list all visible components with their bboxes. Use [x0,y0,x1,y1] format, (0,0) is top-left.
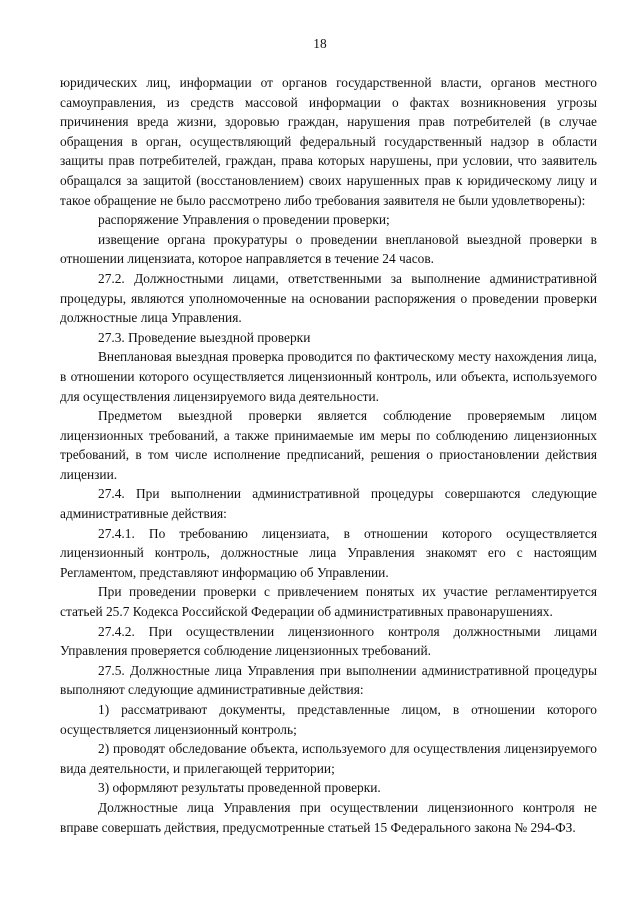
paragraph-prosecutor-notice: извещение органа прокуратуры о проведении внеплановой выездной проверки в отношении лицензиата, которое направляется в течение 24 часов. [60,231,597,267]
paragraph-27-2: 27.2. Должностными лицами, ответственными за выполнение административной процедуры, являются уполномоченные на основании распоряжения о проведении проверки должностные лица Управления. [60,270,597,326]
paragraph-27-3-heading: 27.3. Проведение выездной проверки [98,329,311,345]
list-item-2: 2) проводят обследование объекта, используемого для осуществления лицензируемого вида деятельности, и прилегающей территории; [60,741,597,776]
paragraph-witnesses: При проведении проверки с привлечением понятых их участие регламентируется статьей 25.7 Кодекса Российской Федерации об административных правонарушениях. [60,584,597,620]
paragraph-27-4: 27.4. При выполнении административной процедуры совершаются следующие административные действия: [60,486,597,522]
list-item-1: 1) рассматривают документы, представленные лицом, в отношении которого осуществляется лицензионный контроль; [60,702,597,737]
paragraph-continuation: юридических лиц, информации от органов государственной власти, органов местного самоуправления, из средств массовой информации о фактах возникновения угрозы причинения вреда жизни, здоровью граждан, нарушения прав потребителей (в случае обращения в орган, осуществляющий федеральный государственный надзор в области защиты прав потребителей, граждан, права которых нарушены, при условии, что заявитель обращался за защитой (восстановлением) своих нарушенных прав к юридическому лицу и такое обращение не было рассмотрено либо требования заявителя не были удовлетворены): [60,75,597,208]
paragraph-order: распоряжение Управления о проведении проверки; [98,212,390,228]
paragraph-27-4-2: 27.4.2. При осуществлении лицензионного контроля должностными лицами Управления проверяется соблюдение лицензионных требований. [60,623,597,659]
document-body [60,73,597,837]
paragraph-unscheduled-inspection: Внеплановая выездная проверка проводится по фактическому месту нахождения лица, в отношении которого осуществляется лицензионный контроль, или объекта, используемого для осуществления лицензируемого вида деятельности. [60,349,597,404]
page-number: 18 [313,36,327,51]
paragraph-27-5: 27.5. Должностные лица Управления при выполнении административной процедуры выполняют следующие административные действия: [60,662,597,698]
paragraph-restrictions: Должностные лица Управления при осуществлении лицензионного контроля не вправе совершать действия, предусмотренные статьей 15 Федерального закона № 294-ФЗ. [60,799,597,835]
paragraph-inspection-subject: Предметом выездной проверки является соблюдение проверяемым лицом лицензионных требований, а также принимаемые им меры по соблюдению лицензионных требований, в том числе исполнение предписаний, решения о приостановлении действия лицензии. [60,408,597,482]
paragraph-27-4-1: 27.4.1. По требованию лицензиата, в отношении которого осуществляется лицензионный контроль, должностные лица Управления знакомят его с настоящим Регламентом, представляют информацию об Управлении. [60,525,597,580]
list-item-3: 3) оформляют результаты проведенной проверки. [98,780,381,796]
